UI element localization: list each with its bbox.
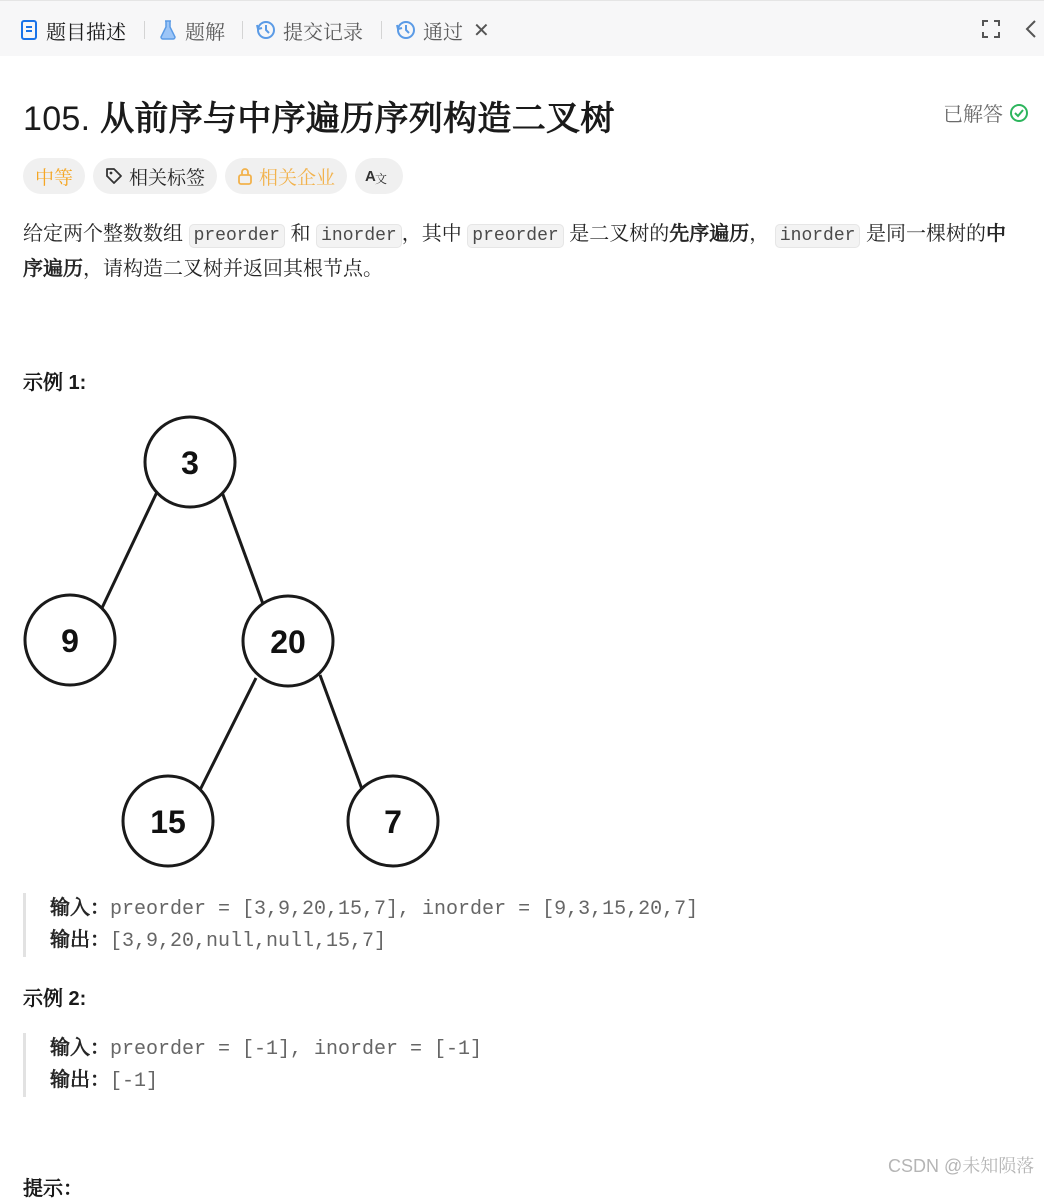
- tab-divider: [381, 21, 382, 39]
- difficulty-label: 中等: [35, 167, 74, 189]
- output-label: 输出：: [50, 1069, 110, 1091]
- document-icon: [18, 19, 40, 41]
- tree-edge: [200, 678, 256, 790]
- history-icon: [395, 19, 417, 41]
- problem-description: 给定两个整数数组 preorder 和 inorder ，其中 preorder 是二叉树的先序遍历， inorder 是同一棵树的中序遍历，请构造二叉树并返回其根节点。: [23, 223, 1007, 280]
- related-companies-label: 相关企业: [259, 167, 336, 189]
- tree-edge: [102, 492, 157, 608]
- binary-tree-diagram: [20, 410, 450, 872]
- input-value: preorder = [3,9,20,15,7], inorder = [9,3,15,20,7]: [110, 898, 699, 921]
- tree-node-label: 7: [384, 804, 402, 840]
- input-label: 输入：: [50, 1037, 110, 1059]
- output-value: [3,9,20,null,null,15,7]: [110, 930, 387, 953]
- output-label: 输出：: [50, 929, 110, 951]
- problem-title: 从前序与中序遍历序列构造二叉树: [100, 100, 615, 138]
- input-label: 输入：: [50, 897, 110, 919]
- tag-row: [23, 158, 411, 194]
- svg-text:A: A: [365, 168, 376, 185]
- history-icon: [255, 19, 277, 41]
- tree-node-label: 9: [61, 623, 79, 659]
- tree-edge: [222, 492, 263, 604]
- example-io-block: [23, 1033, 482, 1097]
- tag-icon: [105, 167, 123, 185]
- input-value: preorder = [-1], inorder = [-1]: [110, 1038, 483, 1061]
- check-circle-icon: [1009, 103, 1029, 123]
- translate-icon: [365, 167, 387, 185]
- chevron-left-icon[interactable]: [1018, 16, 1044, 42]
- inline-code: inorder: [316, 224, 402, 248]
- related-companies-button[interactable]: [225, 158, 347, 194]
- tab-label: 提交记录: [283, 21, 363, 44]
- constraints-heading: 提示：: [23, 1178, 83, 1200]
- tree-node-label: 15: [150, 804, 186, 840]
- tree-edge: [320, 675, 363, 792]
- inline-code: preorder: [189, 224, 285, 248]
- tree-node-label: 3: [181, 445, 199, 481]
- difficulty-badge: [23, 158, 85, 194]
- close-icon[interactable]: ✕: [473, 19, 490, 42]
- example-heading: 示例 2:: [23, 988, 87, 1010]
- inline-code: preorder: [467, 224, 563, 248]
- example-io-block: [23, 893, 698, 957]
- tab-solutions[interactable]: [157, 13, 225, 47]
- tab-submissions[interactable]: [255, 13, 363, 47]
- tab-label: 题解: [185, 21, 225, 44]
- solved-label: 已解答: [943, 104, 1003, 126]
- tree-node-label: 20: [270, 624, 306, 660]
- watermark: CSDN @未知陨落: [888, 1156, 1035, 1176]
- tab-divider: [242, 21, 243, 39]
- fullscreen-icon[interactable]: [978, 16, 1004, 42]
- problem-number: 105.: [23, 100, 91, 138]
- translate-button[interactable]: [355, 158, 403, 194]
- page-title: [23, 91, 615, 140]
- tab-accepted[interactable]: [395, 13, 490, 47]
- svg-text:文: 文: [375, 172, 388, 185]
- related-tags-label: 相关标签: [129, 167, 206, 189]
- tab-bar: [0, 0, 1044, 56]
- related-tags-button[interactable]: [93, 158, 217, 194]
- lock-icon: [237, 167, 253, 185]
- inline-code: inorder: [775, 224, 861, 248]
- output-value: [-1]: [110, 1070, 159, 1093]
- solved-status: [943, 98, 1029, 127]
- tab-label: 题目描述: [46, 21, 126, 44]
- tab-label: 通过: [423, 21, 463, 44]
- tab-description[interactable]: [18, 13, 126, 47]
- example-heading: 示例 1:: [23, 372, 87, 394]
- tab-divider: [144, 21, 145, 39]
- flask-icon: [157, 19, 179, 41]
